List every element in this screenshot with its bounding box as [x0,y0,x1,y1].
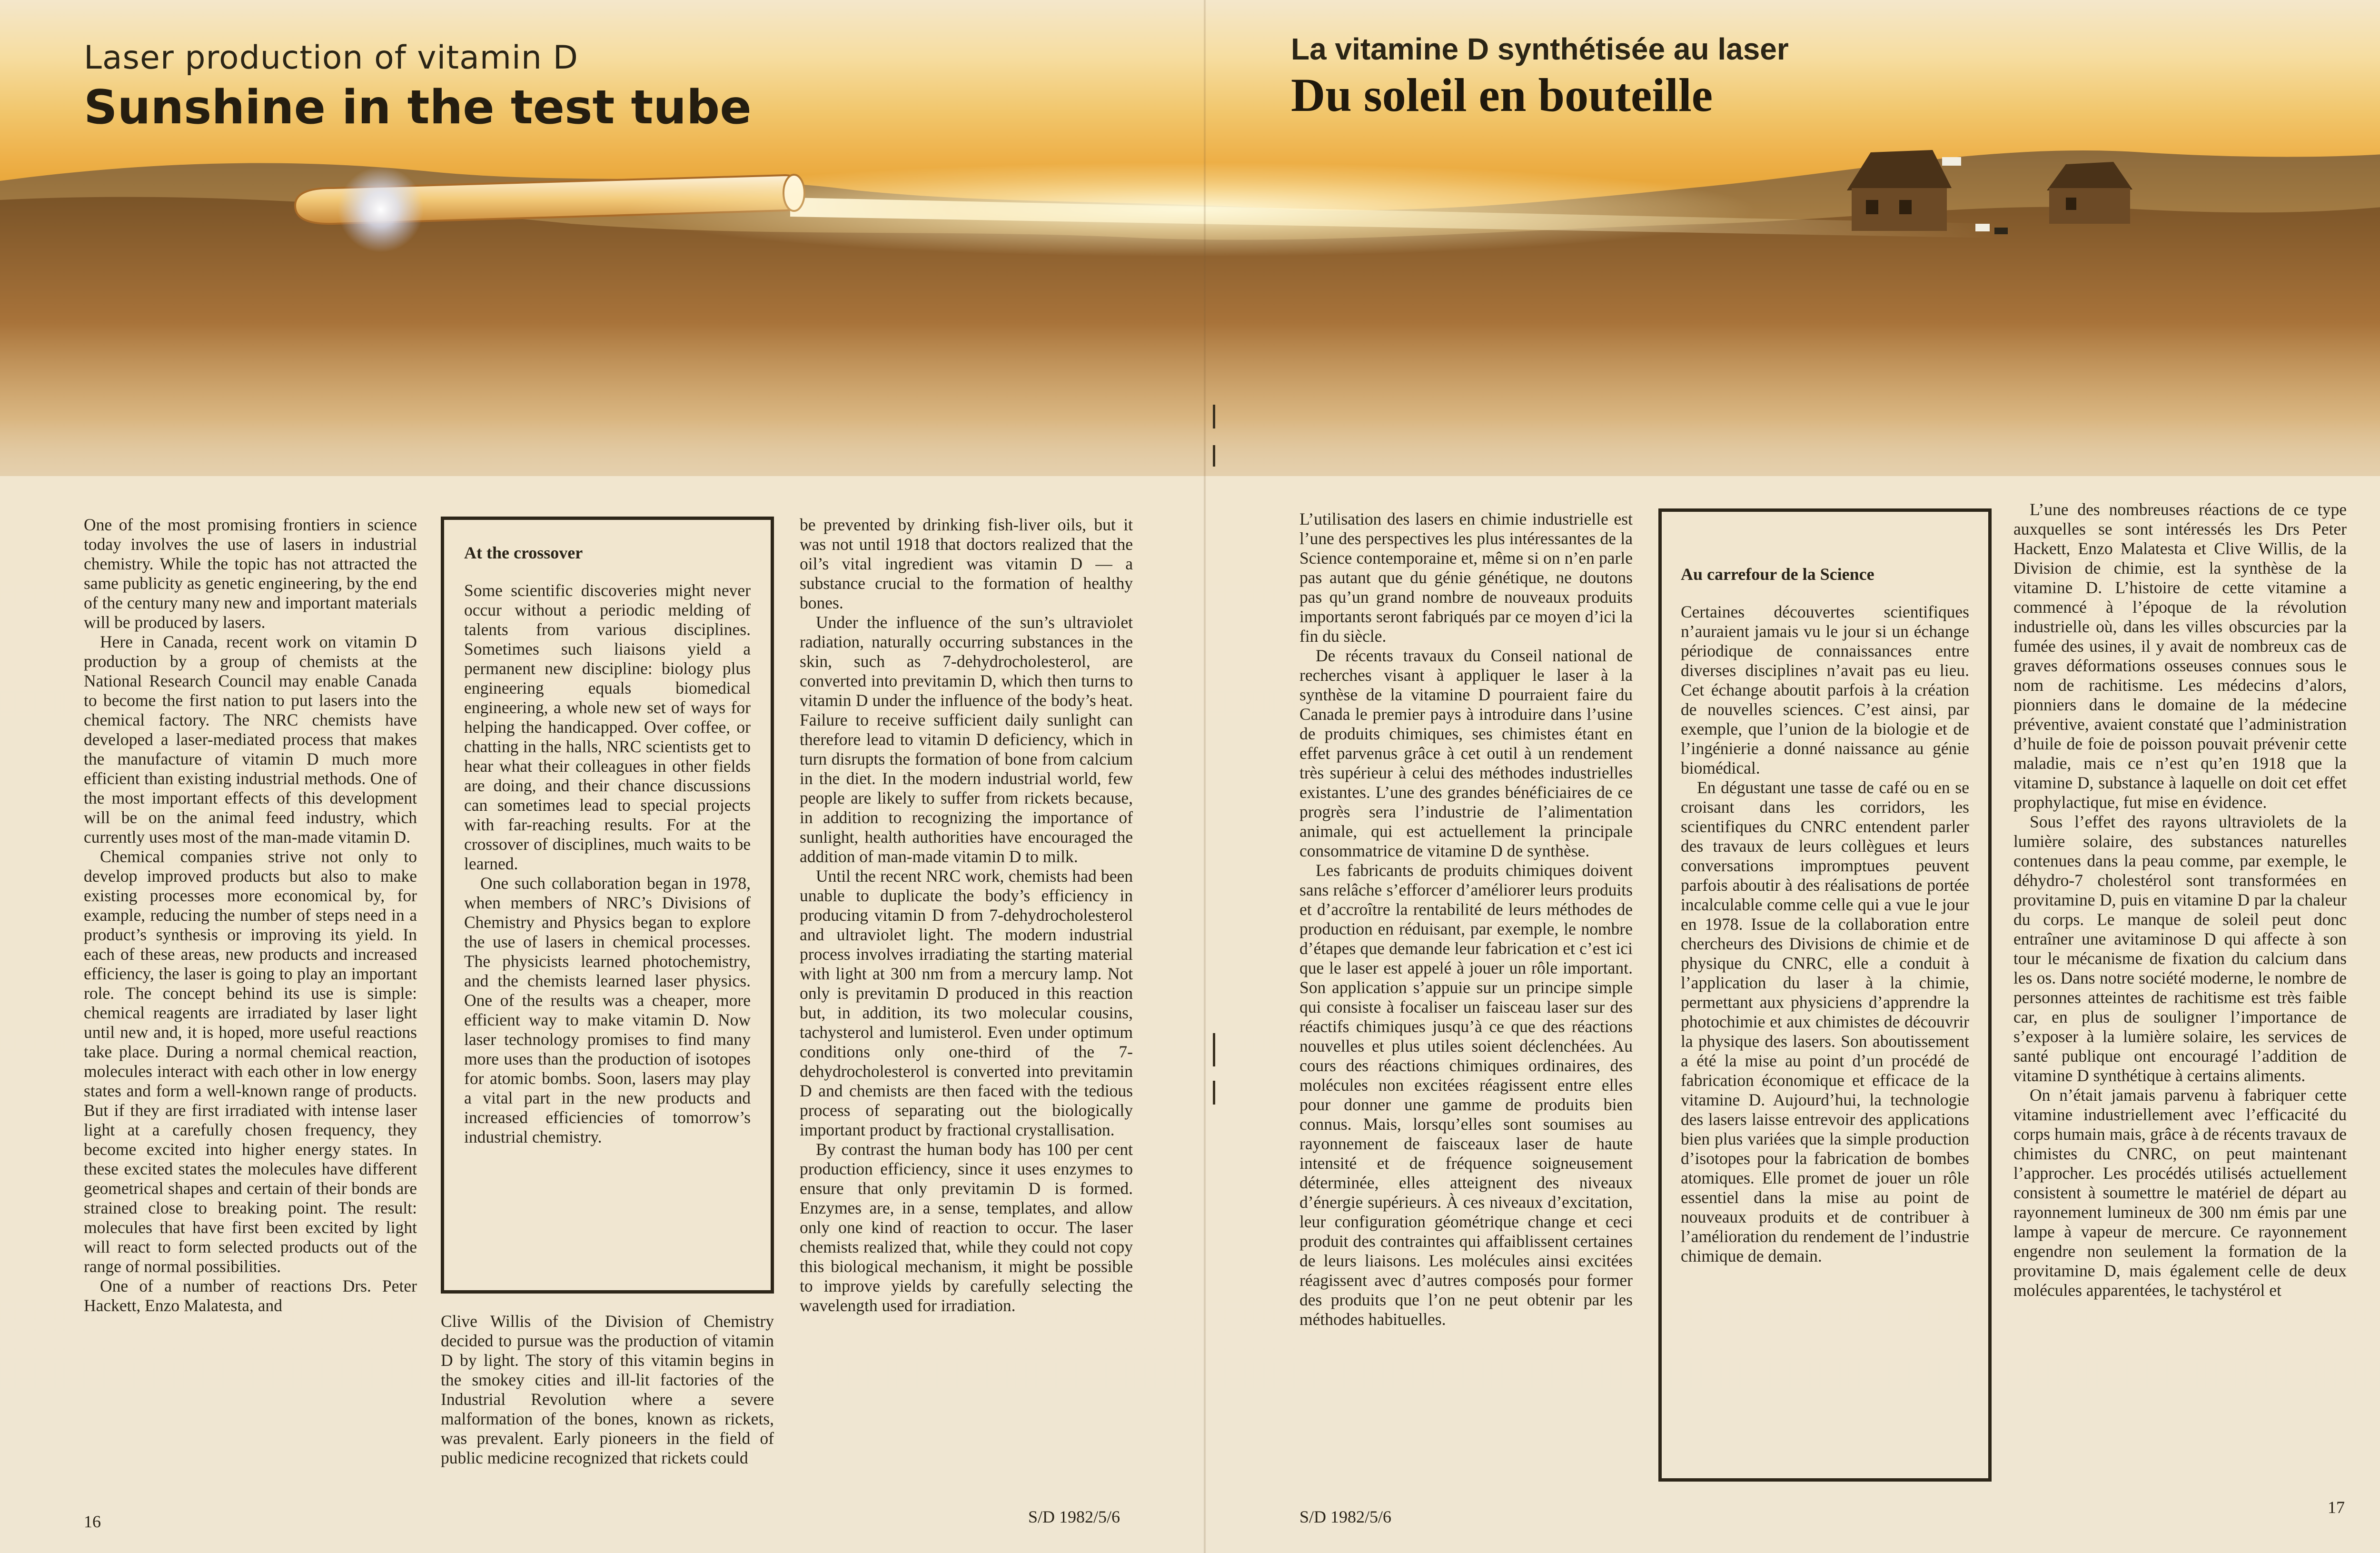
right-column-3 [2013,500,2347,1300]
paragraph: Certaines découvertes scientifiques n’auraient jamais vu le jour si un échange périodique de connaissances entre diverses disciplines n’avait pas eu lieu. Cet échange aboutit parfois à la création de nouvelles sciences. C’est ainsi, par exemple, que l’union de la biologie et de l’ingénierie a donné naissance au génie biomédical. [1681,602,1969,777]
right-column-1 [1299,509,1633,1329]
footer-left: S/D 1982/5/6 [1028,1507,1121,1526]
paragraph: En dégustant une tasse de café ou en se croisant dans les corridors, les scientifiques du CNRC entendent parler des travaux de leurs collègues et leurs conversations impromptues peuvent parfois aboutir à des réalisations de portée incalculable comme celle qui a vue le jour en 1978. Issue de la collaboration entre chercheurs des Divisions de chimie et de physique du CNRC, elle a conduit à l’application du laser à la chimie, permettant aux physiciens d’apprendre la photochimie et aux chimistes de découvrir la physique des lasers. Son aboutissement a été la mise au point d’un procédé de fabrication économique et efficace de la vitamine D. Aujourd’hui, la technologie des lasers laisse entrevoir des applications bien plus variées que la simple production d’isotopes pour la fabrication de bombes atomiques. Elle promet de jouer un rôle essentiel dans la mise au point de nouveaux produits et de contribuer à l’amélioration du rendement de l’industrie chimique de demain. [1681,778,1969,1265]
right-title-block [1291,31,1789,122]
binding-mark [1213,405,1215,428]
paragraph: Les fabricants de produits chimiques doivent sans relâche s’efforcer d’améliorer leurs produits et d’accroître la rentabilité de leurs méthodes de production en réduisant, par exemple, le nombre d’étapes que demande leur fabrication et c’est ici que le laser est appelé à jouer un rôle important. Son application s’appuie sur un principe simple qui consiste à focaliser un faisceau laser sur des réactifs chimiques jusqu’à ce que des réactions nouvelles et plus utiles soient déclenchées. Au cours des réactions chimiques ordinaires, des molécules non excitées réagissent entre elles pour donner une gamme de produits bien connus. Mais, lorsqu’elles sont soumises au rayonnement de faisceaux laser de haute intensité et de fréquence soigneusement déterminée, elles atteignent des niveaux d’énergie supérieurs. À ces niveaux d’excitation, leur configuration géométrique change et ceci produit des contraintes qui affaiblissent certaines de leurs liaisons. Les molécules ainsi excitées réagissent avec d’autres composés pour former des produits que l’on ne peut obtenir par les méthodes habituelles. [1299,861,1633,1329]
paragraph: Under the influence of the sun’s ultraviolet radiation, naturally occurring substances in the skin, such as 7-dehydrocholesterol, are converted into previtamin D, which then turns to vitamin D under the influence of the body’s heat. Failure to receive sufficient daily sunlight can therefore lead to vitamin D deficiency, which in turn disrupts the formation of bone from calcium in the diet. In the modern industrial world, few people are likely to suffer from rickets because, in addition to recognizing the importance of sunlight, health authorities have encouraged the addition of man-made vitamin D to milk. [800,613,1133,866]
left-headline: Sunshine in the test tube [84,80,752,135]
binding-mark [1213,445,1215,467]
paragraph: Sous l’effet des rayons ultraviolets de la lumière solaire, des substances naturelles contenues dans la peau comme, par exemple, le déhydro-7 cholestérol sont transformées en provitamine D, puis en vitamine D par la chaleur du corps. Le manque de soleil peut donc entraîner une avitaminose D qui affecte à son tour le mécanisme de fixation du calcium dans les os. Dans notre société moderne, le nombre de personnes atteintes de rachitisme est très faible car, en plus de souligner l’importance de s’exposer à la lumière solaire, les services de santé publique ont encouragé l’addition de vitamine D synthétique à certains aliments. [2013,812,2347,1085]
left-column-1 [84,515,417,1315]
sidebar-body [1681,602,1969,1266]
paragraph: One such collaboration began in 1978, when members of NRC’s Divisions of Chemistry and Physics began to explore the use of lasers in chemical processes. The physicists learned photochemistry, and the chemists learned laser physics. One of the results was a cheaper, more efficient way to make vitamin D. Now laser technology promises to find many more uses than the production of isotopes for atomic bombs. Soon, lasers may play a vital part in the new products and increased efficiencies of tomorrow’s industrial chemistry. [464,874,751,1146]
paragraph: De récents travaux du Conseil national de recherches visant à appliquer le laser à la synthèse de la vitamine D pourraient faire du Canada le premier pays à introduire dans l’usine de produits chimiques, ses chimistes étant en effet parvenus grâce à cet outil à un rendement très supérieur à celui des méthodes industrielles existantes. L’une des grandes bénéficiaires de ce progrès sera l’industrie de l’alimentation animale, qui est actuellement la principale consommatrice de vitamine D de synthèse. [1299,646,1633,860]
footer-right: S/D 1982/5/6 [1299,1507,1392,1526]
paragraph: By contrast the human body has 100 per cent production efficiency, since it uses enzymes to ensure that only previtamin D is formed. Enzymes are, in a sense, templates, and allow only one kind of reaction to occur. The laser chemists realized that, while they could not copy this biological mechanism, it might be possible to improve yields by carefully selecting the wavelength used for irradiation. [800,1140,1133,1315]
right-sidebar-box [1658,508,1992,1482]
paragraph: be prevented by drinking fish-liver oils, but it was not until 1918 that doctors realized that the oil’s vital ingredient was vitamin D — a substance crucial to the formation of healthy bones. [800,515,1133,612]
left-column-3 [800,515,1133,1315]
right-kicker: La vitamine D synthétisée au laser [1291,32,1789,66]
sidebar-title: Au carrefour de la Science [1681,565,1874,584]
paragraph: One of a number of reactions Drs. Peter Hackett, Enzo Malatesta, and [84,1276,417,1315]
left-title-block [84,39,752,135]
page-number-left: 16 [84,1512,101,1531]
paragraph: L’utilisation des lasers en chimie industrielle est l’une des perspectives les plus intéressantes de la Science contemporaine et, même si on n’en parle pas autant que du génie génétique, ne doutons pas qu’un grand nombre de nouveaux produits importants seront fabriqués par ce moyen d’ici la fin du siècle. [1299,509,1633,646]
paragraph: Some scientific discoveries might never occur without a periodic melding of talents from various disciplines. Sometimes such liaisons yield a permanent new discipline: biology plus engineering equals biomedical engineering, a whole new set of ways for helping the handicapped. Over coffee, or chatting in the halls, NRC scientists get to hear what their colleagues in other fields are doing, and their chance discussions can sometimes lead to special projects with far-reaching results. For at the crossover of disciplines, much waits to be learned. [464,581,751,873]
paragraph: One of the most promising frontiers in science today involves the use of lasers in industrial chemistry. While the topic has not attracted the same publicity as genetic engineering, by the end of the century many new and important materials will be produced by lasers. [84,515,417,632]
paragraph: Here in Canada, recent work on vitamin D production by a group of chemists at the National Research Council may enable Canada to become the first nation to put lasers into the chemical factory. The NRC chemists have developed a laser-mediated process that makes the manufacture of vitamin D much more efficient than existing industrial methods. One of the most important effects of this development will be on the animal feed industry, which currently uses most of the man-made vitamin D. [84,632,417,846]
paragraph: Clive Willis of the Division of Chemistry decided to pursue was the production of vitamin D by light. The story of this vitamin begins in the smokey cities and ill-lit factories of the Industrial Revolution where a severe malformation of the bones, known as rickets, was prevalent. Early pioneers in the field of public medicine recognized that rickets could [441,1312,774,1467]
left-sidebar-box [441,517,774,1294]
binding-mark [1213,1081,1215,1105]
sidebar-body [464,581,751,1147]
sun-glow [619,162,1761,257]
page-gutter [1203,0,1206,1553]
paragraph: Until the recent NRC work, chemists had been unable to duplicate the body’s efficiency in producing vitamin D from 7-dehydrocholesterol and ultraviolet light. The modern industrial process involves irradiating the starting material with light at 300 nm from a mercury lamp. Not only is previtamin D produced in this reaction but, in addition, its two molecular cousins, tachysterol and lumisterol. Even under optimum conditions only one-third of the 7-dehydrocholesterol is converted into previtamin D and chemists are then faced with the tedious process of separating out the biologically important product by fractional crystallisation. [800,866,1133,1139]
paragraph: On n’était jamais parvenu à fabriquer cette vitamine industriellement avec l’efficacité du corps humain mais, grâce à de récents travaux de chimistes du CNRC, on peut maintenant l’approcher. Les procédés utilisés actuellement consistent à soumettre le matériel de départ au rayonnement lumineux de 300 nm émis par une lampe à vapeur de mercure. Ce rayonnement engendre non seulement la formation de la provitamine D, mais également celle de deux molécules apparentées, le tachystérol et [2013,1085,2347,1300]
binding-mark [1213,1033,1215,1066]
left-kicker: Laser production of vitamin D [84,39,578,77]
paragraph: Chemical companies strive not only to develop improved products but also to make existing processes more economical by, for example, reducing the number of steps need in a product’s synthesis or improving its yield. In each of these areas, new products and increased efficiency, the laser is going to play an important role. The concept behind its use is simple: chemical reagents are irradiated by laser light until new and, it is hoped, more useful reactions take place. During a normal chemical reaction, molecules interact with each other in low energy states and form a well-known range of products. But if they are first irradiated with intense laser light at a carefully chosen frequency, they become excited into higher energy states. In these excited states the molecules have different geometrical shapes and certain of their bonds are strained close to breaking point. The result: molecules that have first been excited by light will react to form selected products out of the range of normal possibilities. [84,847,417,1276]
page-number-right: 17 [2328,1498,2345,1517]
paragraph: L’une des nombreuses réactions de ce type auxquelles se sont intéressés les Drs Peter Hackett, Enzo Malatesta et Clive Willis, de la Division de chimie, est la synthèse de la vitamine D. L’histoire de cette vitamine a commencé à l’époque de la révolution industrielle où, dans les villes obscurcies par la fumée des usines, il y avait de nombreux cas de graves déformations osseuses connues sous le nom de rachitisme. Les médecins d’alors, pionniers dans le domaine de la médecine préventive, avaient constaté que l’administration d’huile de foie de poisson pouvait prévenir cette maladie, mais ce n’est qu’en 1918 que la vitamine D, substance à laquelle on doit cet effet prophylactique, fut mise en évidence. [2013,500,2347,812]
left-column-2 [441,1312,774,1468]
sidebar-title: At the crossover [464,543,583,562]
right-headline: Du soleil en bouteille [1291,69,1713,121]
